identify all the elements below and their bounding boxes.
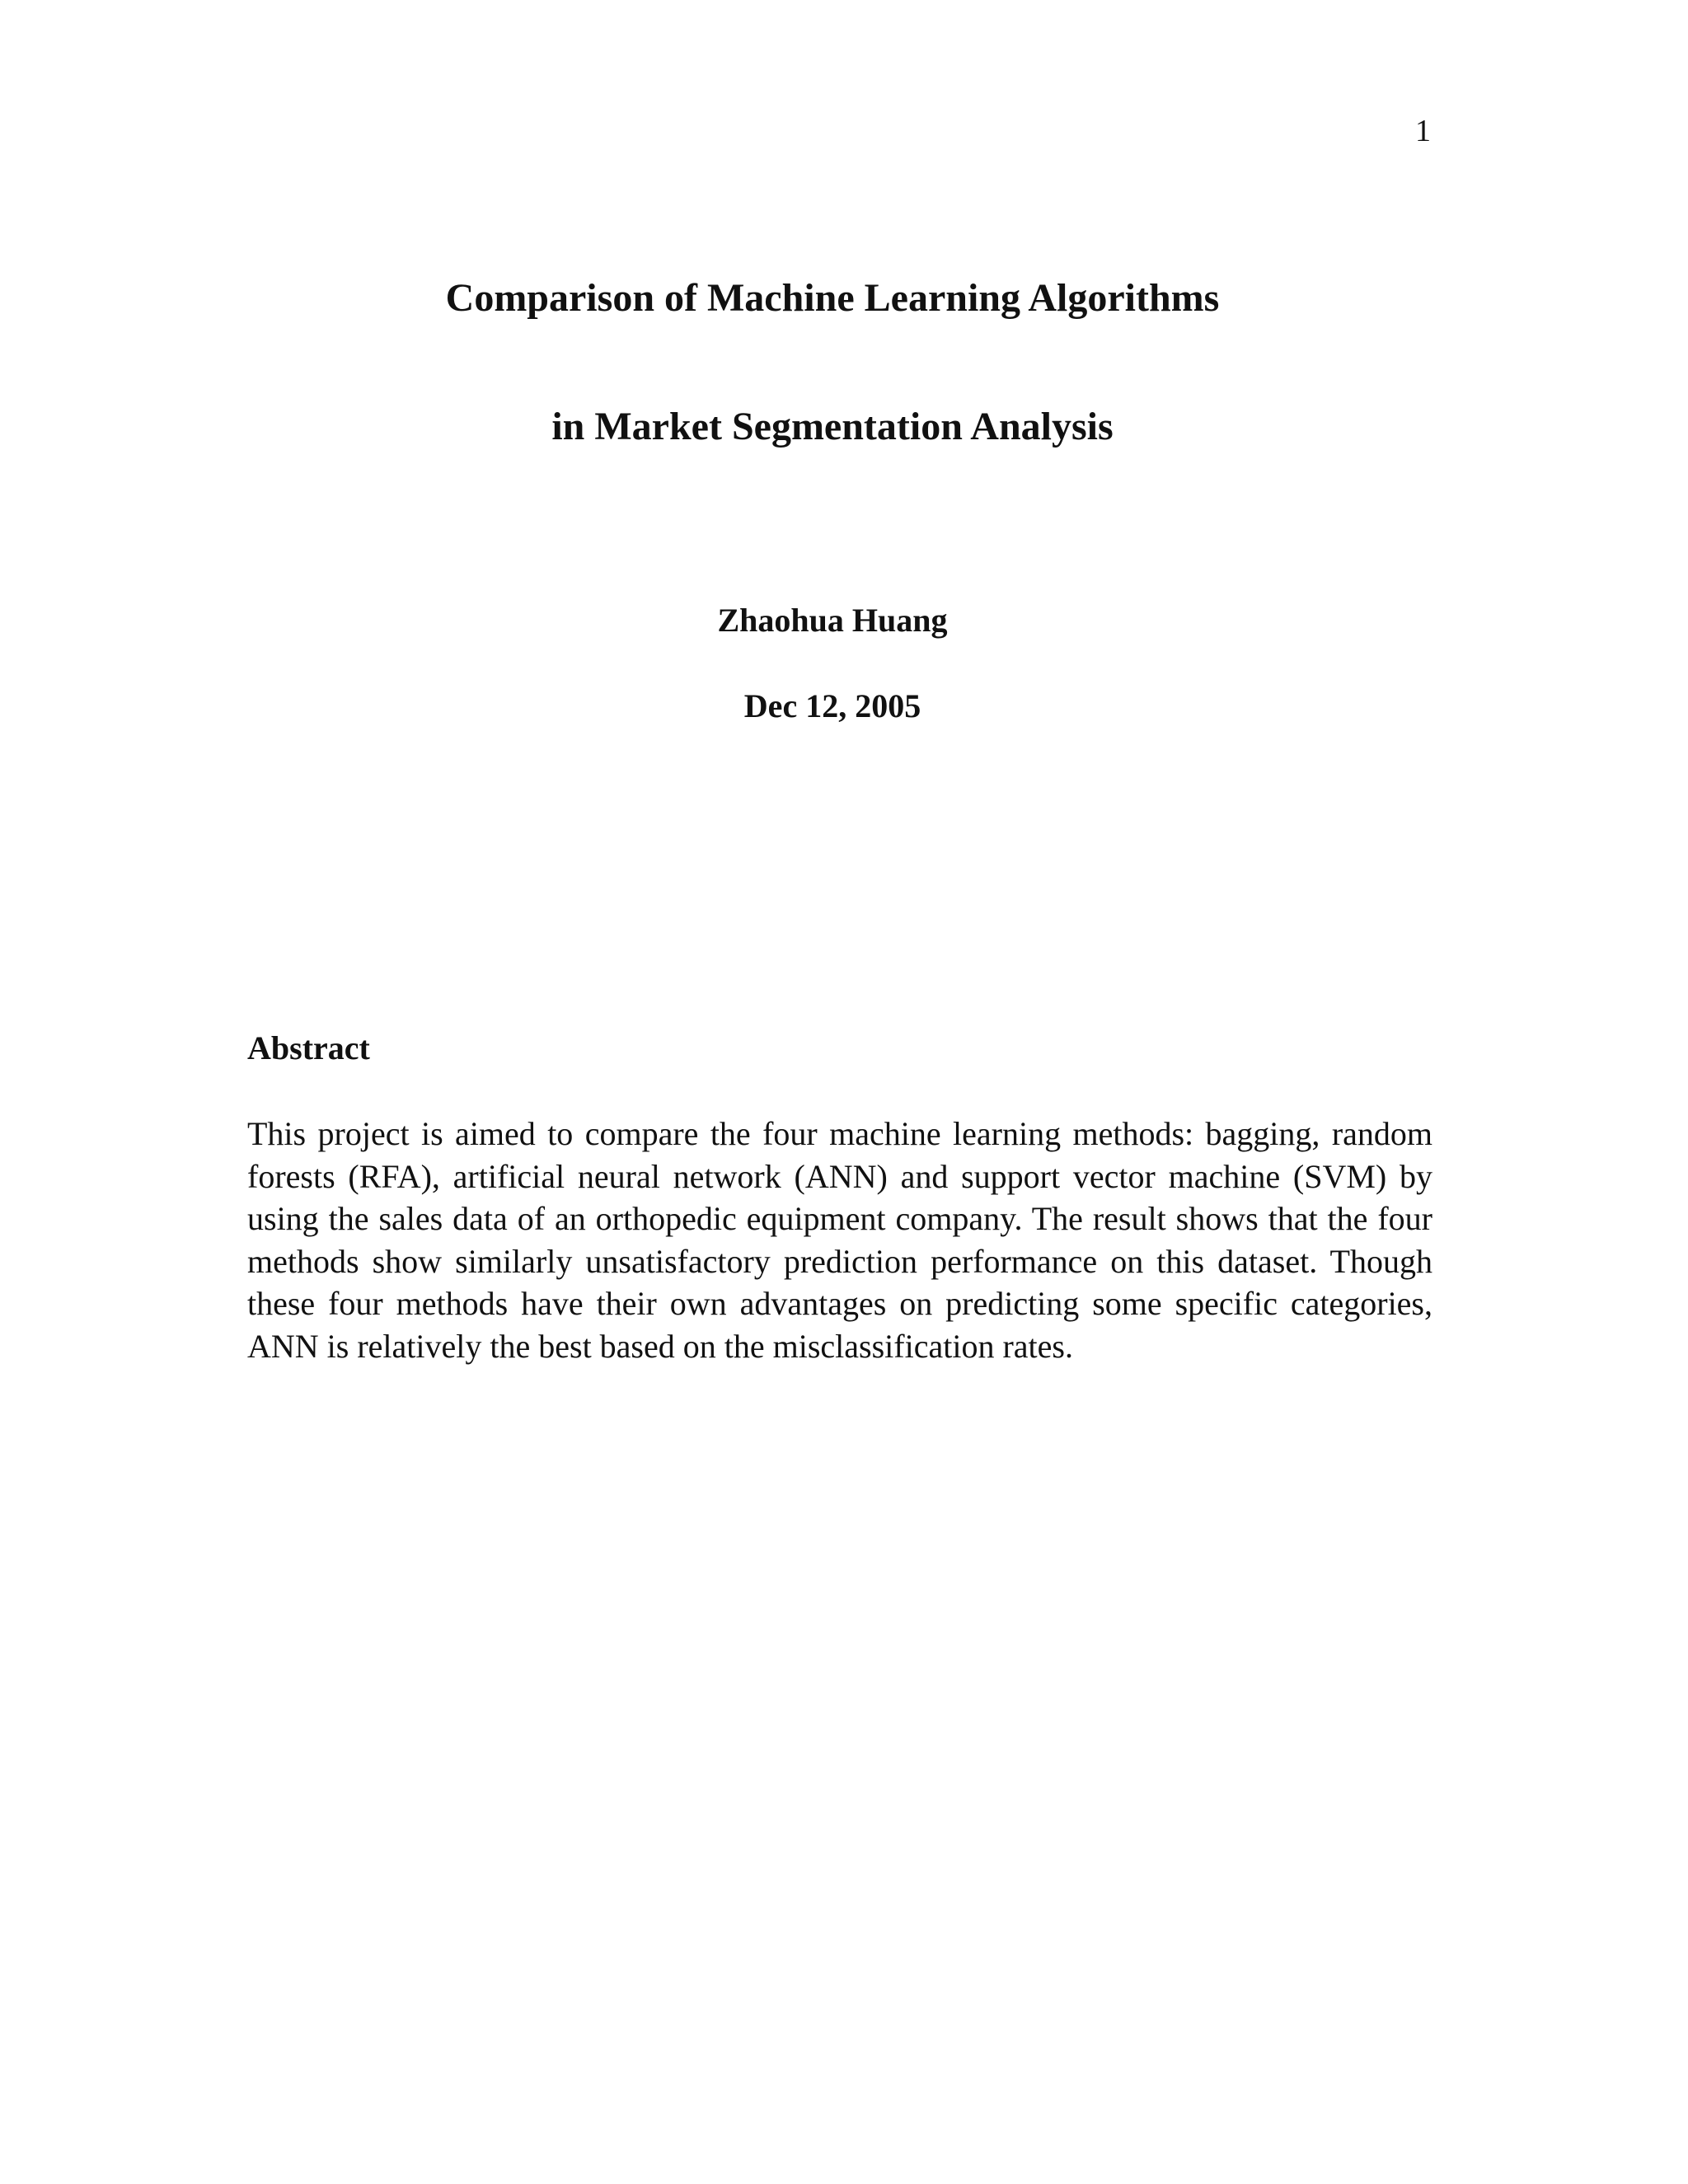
page-number: 1 (1415, 114, 1431, 148)
paper-title-line-1: Comparison of Machine Learning Algorithms (445, 276, 1220, 320)
paper-title-line-2: in Market Segmentation Analysis (551, 405, 1114, 448)
abstract-heading: Abstract (247, 1029, 370, 1066)
publication-date: Dec 12, 2005 (743, 687, 921, 724)
abstract-body: This project is aimed to compare the four machine learning methods: bagging, random forests (RFA), artificial neural network (ANN) and support vector machine (SVM) by using the sales data of an orthopedic equipment company. The result shows that the four methods show similarly unsatisfactory prediction performance on this dataset. Though these four methods have their own advantages on predicting some specific categories, ANN is relatively the best based on the misclassification rates. (247, 1115, 1432, 1365)
author-name: Zhaohua Huang (717, 602, 948, 639)
